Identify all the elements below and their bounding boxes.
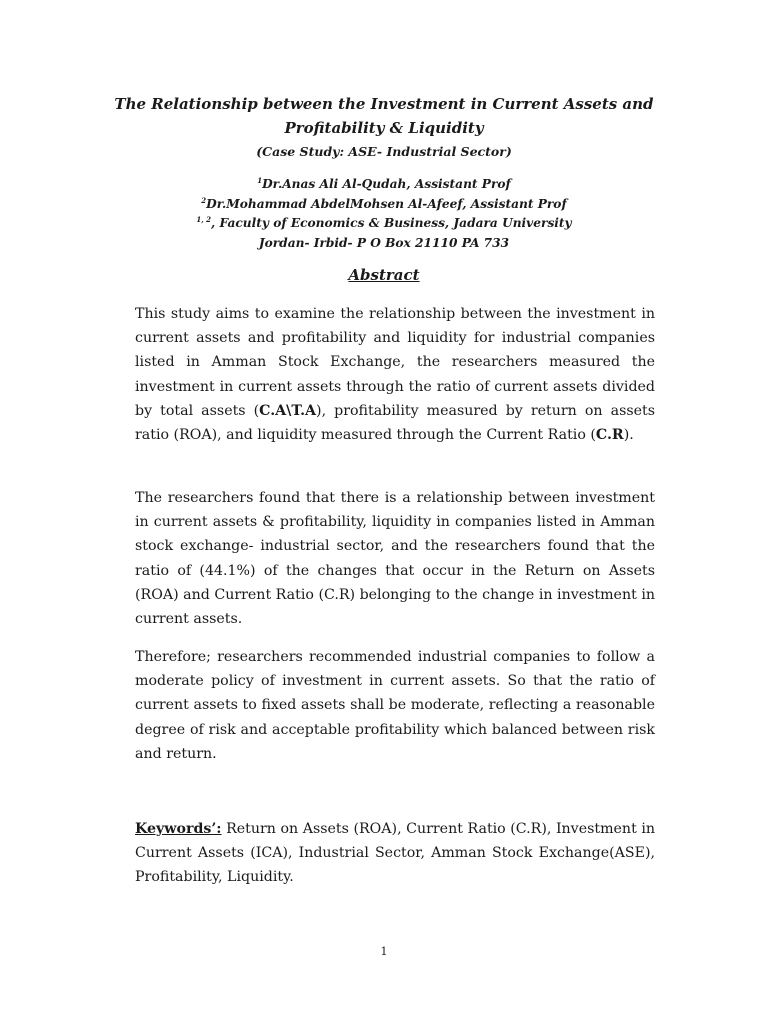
author-2-name: Dr.Mohammad AbdelMohsen Al-Afeef, Assistant Prof — [206, 196, 567, 211]
p1-bold-cata: C.A\T.A — [259, 402, 317, 419]
affiliation-superscript: 1, 2 — [196, 215, 211, 224]
page-number: 1 — [380, 945, 388, 958]
abstract-paragraph-3: Therefore; researchers recommended industrial companies to follow a moderate policy of investment in current assets. So that the ratio of current assets to fixed assets shall be moderate, reflecting a reasonable degree of risk and acceptable profitability which balanced between risk and return. — [135, 649, 655, 762]
keywords-label: Keywords’: — [135, 821, 222, 837]
abstract-paragraph-1 — [135, 302, 655, 447]
p1-text-3: ). — [623, 427, 634, 444]
abstract-paragraph-2: The researchers found that there is a relationship between investment in current assets & profitability, liquidity in companies listed in Amman stock exchange- industrial sector, and the researchers found that the ratio of (44.1%) of the changes that occur in the Return on Assets (ROA) and Current Ratio (C.R) belonging to the change in investment in current assets. — [135, 490, 655, 628]
paper-title — [100, 92, 668, 140]
p1-text-2: ), profitability measured by return on assets ratio (ROA), and liquidity measured through the Current Ratio ( — [135, 402, 656, 444]
author-2-superscript: 2 — [201, 195, 207, 205]
affiliation-text: , Faculty of Economics & Business, Jadara University — [210, 216, 572, 230]
abstract-heading: Abstract — [348, 266, 420, 284]
author-block — [100, 175, 668, 253]
p1-text-1: This study aims to examine the relationship between the investment in current assets and profitability and liquidity for industrial companies listed in Amman Stock Exchange, the researchers measured the investment in current assets through the ratio of current assets divided by total assets ( — [135, 306, 655, 419]
p1-bold-cr: C.R — [595, 427, 624, 444]
address: Jordan- Irbid- P O Box 21110 PA 733 — [258, 235, 510, 250]
author-1-name: Dr.Anas Ali Al-Qudah, Assistant Prof — [262, 177, 511, 191]
case-study-subtitle: (Case Study: ASE- Industrial Sector) — [256, 144, 512, 159]
author-2 — [100, 195, 668, 215]
title-line-2: Profitability & Liquidity — [284, 119, 484, 137]
title-line-1: The Relationship between the Investment in Current Assets and — [114, 95, 654, 113]
author-1 — [100, 175, 668, 195]
author-1-superscript: 1 — [257, 176, 263, 185]
keywords-text: Return on Assets (ROA), Current Ratio (C.R), Investment in Current Assets (ICA), Industrial Sector, Amman Stock Exchange(ASE), Profitability, Liquidity. — [135, 821, 655, 886]
affiliation — [100, 214, 668, 234]
keywords-paragraph — [135, 817, 655, 890]
